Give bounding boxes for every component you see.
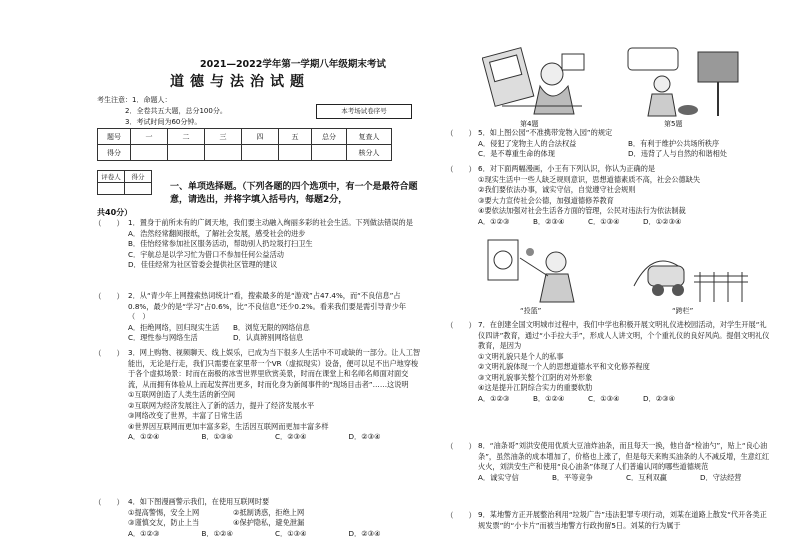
option: ①现实生活中一些人缺乏规则意识，思想道德素质不高，社会公德缺失 (478, 174, 701, 184)
score-header: 总分 (312, 129, 347, 145)
comic-kualan-illustration (624, 236, 750, 306)
question-4 (128, 497, 422, 539)
grader-label: 评卷人 (98, 171, 125, 183)
question-stem: 8．“油条哥”刘洪安使用优质大豆油炸油条，而且每天一换，他自备“检油勺”，贴上“良心油条”，虽然油条的成本增加了，价格也上涨了，但是每天来购买油条的人不减反增，生意红红火火，刘洪安生产和使用“良心油条”体现了人们普遍认同的哪些道德规范 (478, 441, 770, 471)
score-header: 复查人 (347, 129, 392, 145)
answer-choice: B．①②④ (201, 528, 233, 538)
score-header: 一 (131, 129, 168, 145)
answer-choice: C．①③④ (588, 393, 620, 403)
option: ①文明礼貌只是个人的私事 (478, 351, 564, 361)
option: ①互联网创造了人类生活的新空间 (128, 390, 236, 399)
option: B．有利于维护公共场所秩序 (628, 138, 720, 148)
section1-title: 一、单项选择题。（下列各题的四个选项中，有一个是最符合题意，请选出，并将字填入括号内，每题2分， (170, 182, 418, 205)
note-item: 3．考试时间为60分钟。 (125, 118, 202, 126)
option: B．平等竞争 (552, 472, 593, 482)
answer-choice: C．②③④ (275, 432, 307, 441)
grader-box (97, 170, 152, 195)
question-8 (478, 441, 770, 483)
answer-choice: B．①③④ (201, 432, 233, 441)
question-stem: 2．从“青少年上网搜索热词统计”看，搜索最多的是“游戏”占47.4%，而“不良信息”占0.8%，最少的是“学习”占0.6%，比“不良信息”还少0.2%。看来我们要是需引导青少年（ ） (128, 291, 407, 321)
caption-q5: 第5题 (664, 120, 683, 128)
score-row-label: 得分 (98, 145, 131, 161)
score-header: 二 (168, 129, 205, 145)
option: B．佳怡经常参加社区服务活动，帮助别人扔垃圾打扫卫生 (128, 239, 313, 248)
option: C．互利双赢 (626, 472, 667, 482)
subject-title: 道德与法治试题 (170, 74, 310, 90)
score-row-last: 核分人 (347, 145, 392, 161)
answer-paren: （ ） (94, 349, 124, 358)
answer-paren: （ ） (446, 511, 476, 520)
grader-cell (125, 183, 152, 195)
question-stem: 5．如上图公园“不准携带宠物入园”的规定 (478, 128, 613, 137)
question-stem: 6．对下面两幅漫画，小王有下列认识，你认为正确的是 (478, 164, 656, 173)
answer-choice: A．①②④ (128, 432, 160, 441)
question-3 (128, 348, 422, 443)
answer-choice: C．①③④ (588, 216, 620, 226)
answer-choice: A．①②③ (478, 393, 510, 403)
comic-toulan-illustration (478, 236, 598, 306)
exam-title: 2021—2022学年第一学期八年级期末考试 (200, 59, 386, 70)
answer-choice: A．①②③ (128, 528, 160, 538)
answer-choice: B．②③④ (533, 216, 565, 226)
question-7 (478, 320, 770, 404)
answer-paren: （ ） (94, 498, 124, 507)
answer-paren: （ ） (94, 292, 124, 301)
question-6 (478, 164, 770, 227)
question-stem: 1．置身于前所未有的广阔天地，我们要主动融入绚丽多彩的社会生活。下列做法错误的是 (128, 218, 413, 227)
score-cell (168, 145, 205, 161)
score-header: 五 (279, 129, 312, 145)
notes-label: 考生注意： (97, 96, 132, 104)
score-header: 四 (242, 129, 279, 145)
option: ②我们要依法办事，诚实守信，自觉遵守社会规则 (478, 185, 636, 194)
option: C．宇航总是以学习忙为借口不参加任何公益活动 (128, 249, 284, 259)
seat-number-box: 本考场试卷序号 (316, 104, 412, 119)
score-cell (279, 145, 312, 161)
answer-choice: A．①②③ (478, 216, 510, 226)
grader-score-label: 得分 (125, 171, 152, 183)
question-stem: 7．在创建全国文明城市过程中，我们中学也积极开展文明礼仪进校园活动，对学生开展“礼仪四讲”教育，通过“小手拉大手”，形成人人讲文明，个个重礼仪的良好风尚。提倡文明礼仪教育，是因为 (478, 320, 770, 350)
option: C．是不尊重生命的体现 (478, 149, 555, 158)
score-header: 三 (205, 129, 242, 145)
option: ④世界因互联网而更加丰富多彩，生活因互联网而更加丰富多样 (128, 421, 329, 431)
option: D．守法经营 (700, 472, 742, 482)
answer-choice: B．①②④ (533, 393, 565, 403)
caption-kualan: “跨栏” (672, 307, 694, 315)
score-header: 题号 (98, 129, 131, 145)
option: ④要依法加强对社会生活各方面的管理，公民对违法行为依法制裁 (478, 206, 686, 215)
answer-choice: C．①③④ (275, 528, 307, 538)
comic-q5-illustration (626, 44, 746, 118)
question-9 (478, 510, 770, 531)
score-cell (205, 145, 242, 161)
section1-points: 共40分） (97, 208, 133, 217)
question-stem: 4．如下图漫画警示我们，在使用互联网时要 (128, 497, 270, 506)
option: ③要大力宣传社会公德，加强道德修养教育 (478, 195, 614, 205)
question-stem: 3．网上购物、视频聊天、线上娱乐，已成为当下很多人生活中不可或缺的一部分。让人工智能出，无论是行走，我们只需要在家里带一个VR（虚拟现实）设备，便可以足不出户地穿梭于各个虚拟场景：时而在南极的冰雪世界里欣赏美景，时而在课堂上和名师名师面对面交流，从而拥有体验从上而起发挥出更多，时而化身为新闻事件的“现场目击者”……这说明 (128, 348, 421, 389)
score-table (97, 128, 392, 161)
grader-cell (98, 183, 125, 195)
option: ④保护隐私，避免泄漏 (233, 518, 305, 527)
answer-choice: D．②③④ (348, 528, 381, 538)
question-1 (128, 218, 422, 271)
score-cell (312, 145, 347, 161)
note-item: 2．全卷共五大题，总分100分。 (125, 107, 227, 115)
note-item: 1．命题人： (132, 96, 172, 104)
option: D．违背了人与自然的和谐相处 (628, 149, 727, 158)
option: D．佳佳经常为社区管委会提供社区管理的建议 (128, 260, 278, 269)
option: B．浏览无限的网络信息 (233, 322, 310, 332)
option: A．诚实守信 (478, 472, 519, 482)
option: A．浩然经常翻阅报纸，了解社会发展，感受社会的进步 (128, 228, 306, 238)
option: ③网络改变了世界，丰富了日常生活 (128, 411, 243, 420)
option: ②文明礼貌体现一个人的思想道德水平和文化修养程度 (478, 362, 650, 371)
caption-q4: 第4题 (520, 120, 539, 128)
question-stem: 9．某地警方正开展整治利用“垃圾广告”违法犯罪专项行动，刘某在道路上散发“代开各类正规发票”的“小卡片”而被当地警方行政拘留5日。刘某的行为属于 (478, 510, 767, 530)
option: ③谨慎交友，防止上当 (128, 518, 200, 527)
answer-paren: （ ） (446, 442, 476, 451)
answer-paren: （ ） (446, 165, 476, 174)
caption-toulan: “投篮” (520, 307, 542, 315)
option: A．侵犯了宠物主人的合法权益 (478, 138, 577, 148)
answer-paren: （ ） (94, 219, 124, 228)
exam-notes (97, 95, 227, 128)
answer-choice: D．②③④ (643, 393, 676, 403)
question-2 (128, 291, 422, 344)
option: ④这是提升江阴综合实力的重要软肋 (478, 383, 593, 392)
option: ①提高警惕，安全上网 (128, 507, 200, 517)
option: ②抵制诱惑，拒绝上网 (233, 507, 305, 517)
comic-q4-illustration (482, 46, 594, 118)
option: C．理性参与网络生活 (128, 333, 198, 342)
answer-choice: D．①②③④ (643, 216, 682, 226)
answer-choice: D．②③④ (348, 432, 381, 441)
answer-paren: （ ） (446, 321, 476, 330)
answer-paren: （ ） (446, 129, 476, 138)
option: D．认真辨别网络信息 (233, 333, 304, 342)
option: ②互联网为经济发展注入了新的活力，提升了经济发展水平 (128, 400, 315, 410)
score-cell (131, 145, 168, 161)
option: ③文明礼貌事关整个江阴的对外形象 (478, 372, 593, 382)
option: A．拒绝网络，回归现实生活 (128, 322, 220, 332)
score-cell (242, 145, 279, 161)
question-5 (478, 128, 770, 160)
